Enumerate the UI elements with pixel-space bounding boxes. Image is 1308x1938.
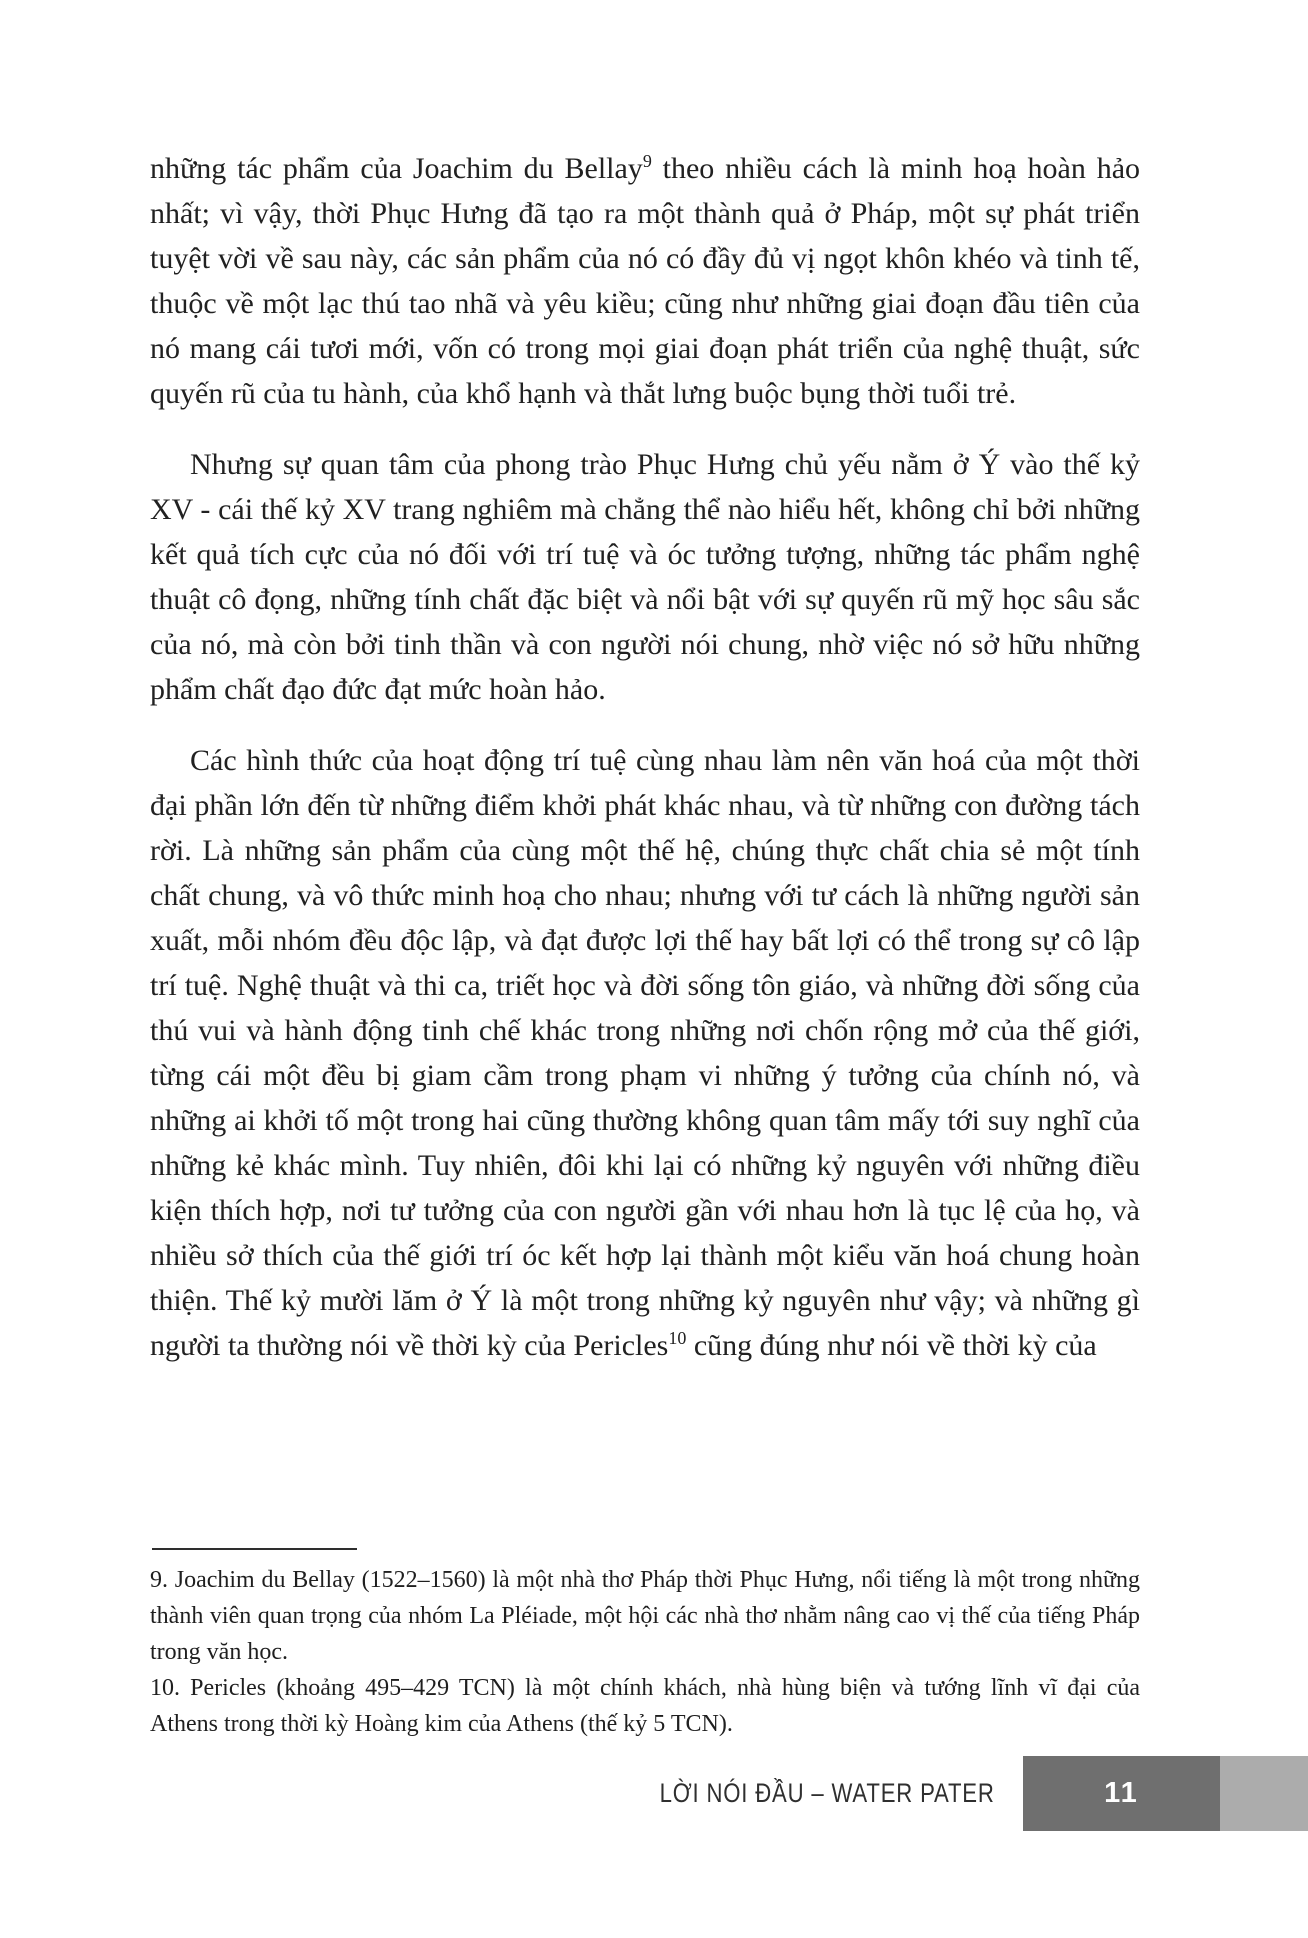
footnote-10: 10. Pericles (khoảng 495–429 TCN) là một chính khách, nhà hùng biện và tướng lĩnh vĩ đại của Athens trong thời kỳ Hoàng kim của Athens (thế kỷ 5 TCN). — [150, 1675, 1140, 1737]
paragraph-1 — [150, 146, 1140, 416]
footnote-9: 9. Joachim du Bellay (1522–1560) là một nhà thơ Pháp thời Phục Hưng, nổi tiếng là một trong những thành viên quan trọng của nhóm La Pléiade, một hội các nhà thơ nhằm nâng cao vị thế của tiếng Pháp trong văn học. — [150, 1567, 1140, 1665]
paragraph-3-text-cont: cũng đúng như nói về thời kỳ của — [686, 1329, 1097, 1362]
page-number: 11 — [1104, 1777, 1139, 1809]
footnote-ref-10: 10 — [668, 1328, 687, 1348]
running-title: LỜI NÓI ĐẦU – WATER PATER — [659, 1778, 995, 1808]
paragraph-3-text: Các hình thức của hoạt động trí tuệ cùng nhau làm nên văn hoá của một thời đại phần lớn đến từ những điểm khởi phát khác nhau, và từ những con đường tách rời. Là những sản phẩm của cùng một thế hệ, chúng thực chất chia sẻ một tính chất chung, và vô thức minh hoạ cho nhau; nhưng với tư cách là những người sản xuất, mỗi nhóm đều độc lập, và đạt được lợi thế hay bất lợi có thể trong sự cô lập trí tuệ. Nghệ thuật và thi ca, triết học và đời sống tôn giáo, và những đời sống của thú vui và hành động tinh chế khác trong những nơi chốn rộng mở của thế giới, từng cái một đều bị giam cầm trong phạm vi những ý tưởng của chính nó, và những ai khởi tố một trong hai cũng thường không quan tâm mấy tới suy nghĩ của những kẻ khác mình. Tuy nhiên, đôi khi lại có những kỷ nguyên với những điều kiện thích hợp, nơi tư tưởng của con người gần với nhau hơn là tục lệ của họ, và nhiều sở thích của thế giới trí óc kết hợp lại thành một kiểu văn hoá chung hoàn thiện. Thế kỷ mười lăm ở Ý là một trong những kỷ nguyên như vậy; và những gì người ta thường nói về thời kỳ của Pericles — [150, 744, 1140, 1362]
footer-edge-decoration — [1220, 1756, 1308, 1831]
paragraph-2-text: Nhưng sự quan tâm của phong trào Phục Hưng chủ yếu nằm ở Ý vào thế kỷ XV - cái thế kỷ XV trang nghiêm mà chẳng thể nào hiểu hết, không chỉ bởi những kết quả tích cực của nó đối với trí tuệ và óc tưởng tượng, những tác phẩm nghệ thuật cô đọng, những tính chất đặc biệt và nổi bật với sự quyến rũ mỹ học sâu sắc của nó, mà còn bởi tinh thần và con người nói chung, nhờ việc nó sở hữu những phẩm chất đạo đức đạt mức hoàn hảo. — [150, 448, 1140, 706]
paragraph-2 — [150, 442, 1140, 712]
body-text — [150, 146, 1140, 1368]
paragraph-1-text-cont: theo nhiều cách là minh hoạ hoàn hảo nhất; vì vậy, thời Phục Hưng đã tạo ra một thành quả ở Pháp, một sự phát triển tuyệt vời về sau này, các sản phẩm của nó có đầy đủ vị ngọt khôn khéo và tinh tế, thuộc về một lạc thú tao nhã và yêu kiều; cũng như những giai đoạn đầu tiên của nó mang cái tươi mới, vốn có trong mọi giai đoạn phát triển của nghệ thuật, sức quyến rũ của tu hành, của khổ hạnh và thắt lưng buộc bụng thời tuổi trẻ. — [150, 152, 1141, 410]
running-title-cell — [0, 1756, 1023, 1831]
page-number-box — [1023, 1756, 1220, 1831]
paragraph-1-text: những tác phẩm của Joachim du Bellay — [150, 152, 643, 185]
page-footer — [0, 1756, 1308, 1831]
footnote-separator — [152, 1548, 357, 1550]
paragraph-3 — [150, 738, 1140, 1368]
footnotes-block — [150, 1562, 1140, 1742]
footnote-ref-9: 9 — [642, 151, 652, 171]
